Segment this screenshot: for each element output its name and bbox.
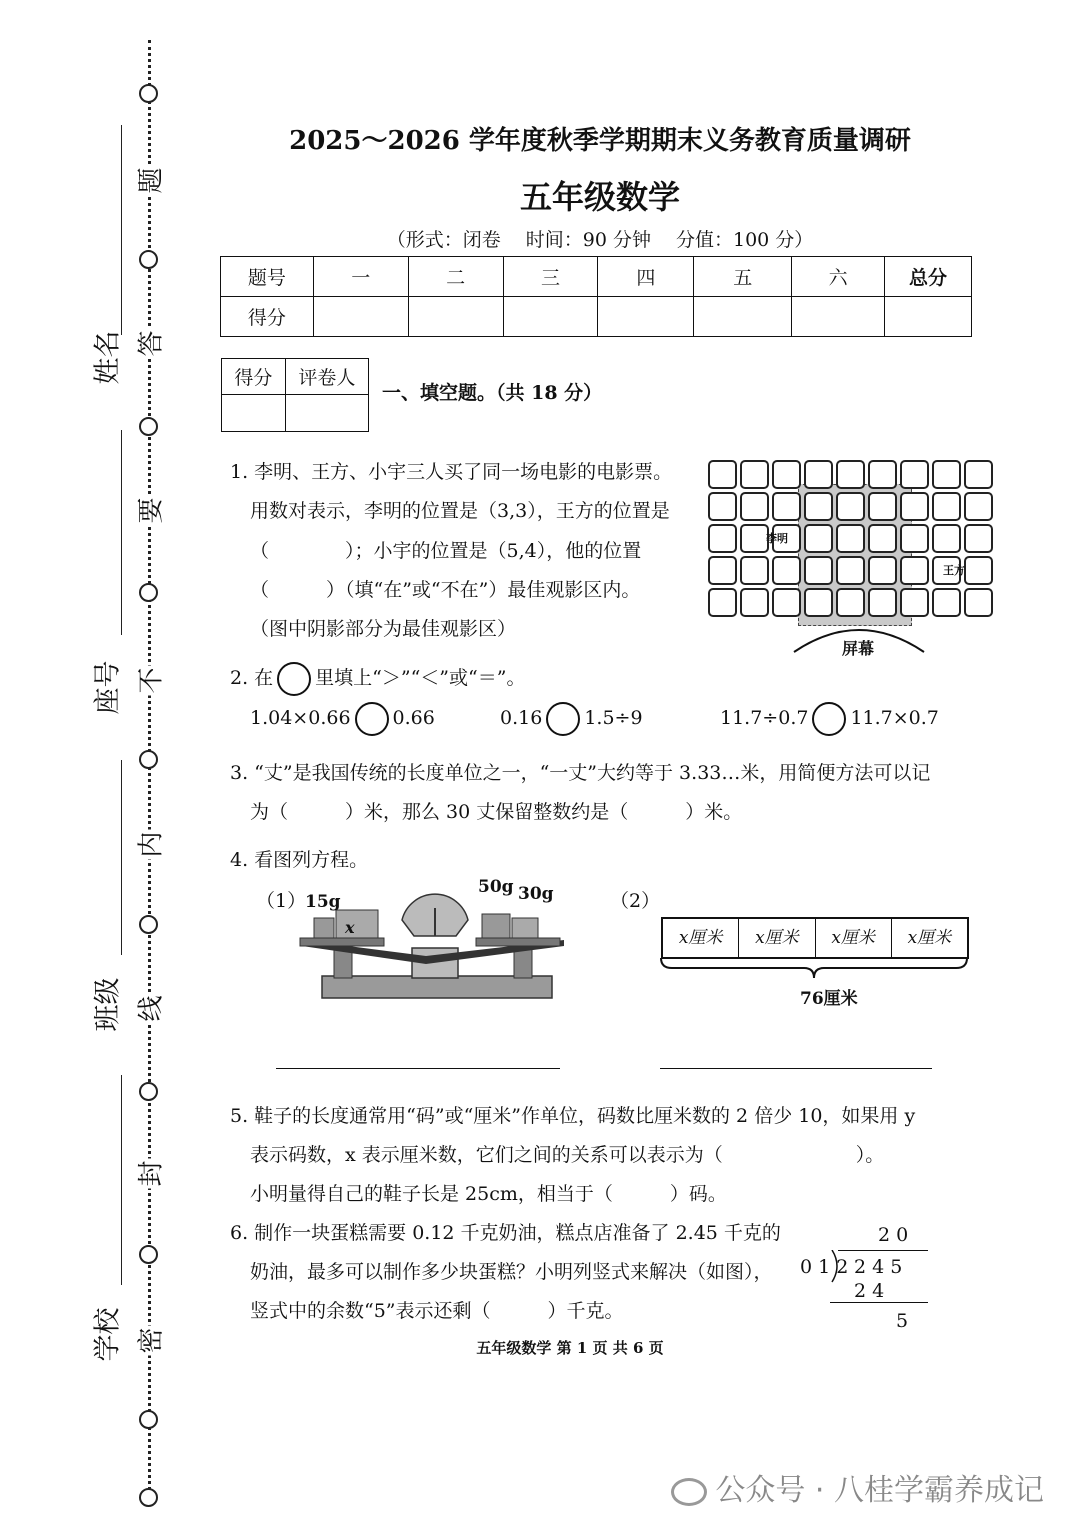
binding-char: 不 (131, 666, 168, 696)
seat (868, 588, 897, 617)
division-bar (838, 1250, 928, 1251)
q1-line1: 1. 李明、王方、小宇三人买了同一场电影的电影票。 (230, 461, 673, 483)
q2-item-a (250, 702, 435, 736)
seat (964, 524, 993, 553)
weight-15g-label: 15g (305, 892, 341, 912)
q5-line3: 小明量得自己的鞋子长是 25cm，相当于（ ）码。 (250, 1183, 727, 1205)
seat (900, 524, 929, 553)
seat (708, 524, 737, 553)
seat (740, 492, 769, 521)
score-header-cell: 二 (408, 257, 503, 297)
seat (740, 524, 769, 553)
q2-c-answer-circle[interactable] (812, 702, 846, 736)
score-header-cell: 题号 (221, 257, 314, 297)
q2-b-answer-circle[interactable] (546, 702, 580, 736)
score-header-cell: 总分 (885, 257, 972, 297)
division-product: 2 4 (854, 1280, 885, 1302)
binding-circle (139, 1082, 158, 1101)
seat (964, 588, 993, 617)
score-cell[interactable] (885, 297, 972, 337)
q6-line2: 奶油，最多可以制作多少块蛋糕？小明列竖式来解决（如图）， (250, 1261, 773, 1283)
long-division (796, 1222, 936, 1332)
score-header-cell: 三 (503, 257, 598, 297)
seat (900, 492, 929, 521)
seat (932, 588, 961, 617)
school-label: 学校 (92, 1307, 124, 1362)
binding-circle (139, 250, 158, 269)
watermark (671, 1465, 1044, 1509)
binding-char: 封 (131, 1159, 168, 1189)
q1-line3: （ ）；小宇的位置是（5,4），他的位置 (250, 540, 642, 562)
page-footer: 五年级数学 第 1 页 共 6 页 (476, 1339, 664, 1357)
q2-line (230, 662, 525, 696)
segment-diagram (661, 917, 969, 959)
seat (836, 492, 865, 521)
score-header-cell: 六 (792, 257, 885, 297)
seat (900, 588, 929, 617)
exam-title: 2025～2026 学年度秋季学期期末义务教育质量调研 (289, 126, 911, 156)
score-cell[interactable] (598, 297, 694, 337)
score-header-cell: 四 (598, 257, 694, 297)
q2-a-right: 0.66 (392, 707, 435, 729)
score-table (220, 256, 972, 337)
q2-suffix: 里填上“＞”“＜”或“＝”。 (315, 667, 526, 689)
division-quotient: 2 0 (878, 1224, 909, 1246)
screen-label: 屏幕 (842, 639, 875, 658)
seat (836, 524, 865, 553)
binding-circle (139, 1245, 158, 1264)
q4-answer-line-2[interactable] (660, 1068, 932, 1069)
seat-write-line[interactable] (121, 430, 122, 635)
segment-box: x厘米 (663, 919, 739, 957)
seat (804, 460, 833, 489)
q4-answer-line-1[interactable] (276, 1068, 560, 1069)
name-label: 姓名 (92, 330, 124, 385)
q5-line1: 5. 鞋子的长度通常用“码”或“厘米”作单位，码数比厘米数的 2 倍少 10，如果用 y (230, 1105, 916, 1127)
seat (900, 556, 929, 585)
weight-30g-label: 30g (518, 884, 554, 904)
binding-char: 线 (131, 994, 168, 1024)
seat (708, 588, 737, 617)
seat (772, 460, 801, 489)
seat (804, 556, 833, 585)
segment-box: x厘米 (816, 919, 892, 957)
seat (708, 556, 737, 585)
seat-label-wangfang: 王方 (943, 564, 965, 577)
division-remainder: 5 (896, 1310, 909, 1332)
school-write-line[interactable] (121, 1075, 122, 1285)
grader-score-label: 得分 (222, 359, 286, 395)
seat (868, 460, 897, 489)
segment-box: x厘米 (739, 919, 815, 957)
seat (804, 588, 833, 617)
division-subtract-line (830, 1302, 928, 1303)
score-header-cell: 五 (694, 257, 792, 297)
division-dividend: 2 4 5 (854, 1256, 903, 1278)
binding-circle (139, 750, 158, 769)
seating-chart (704, 456, 1004, 660)
section-title: 一、填空题。（共 18 分） (382, 382, 603, 404)
grader-table (221, 358, 369, 432)
seat (708, 460, 737, 489)
seat (932, 460, 961, 489)
class-write-line[interactable] (121, 760, 122, 955)
seat (804, 524, 833, 553)
q3-line2: 为（ ）米，那么 30 丈保留整数约是（ ）米。 (250, 801, 743, 823)
seat (868, 556, 897, 585)
q2-c-right: 11.7×0.7 (850, 707, 939, 729)
q2-prefix: 2. 在 (230, 667, 274, 689)
binding-char: 答 (131, 329, 168, 359)
binding-char: 密 (131, 1326, 168, 1356)
watermark-text: 公众号 · 八桂学霸养成记 (715, 1473, 1044, 1508)
q2-b-left: 0.16 (500, 707, 543, 729)
score-cell[interactable] (503, 297, 598, 337)
grader-score-cell[interactable] (222, 395, 286, 432)
seat (708, 492, 737, 521)
q4-part2-label: （2） (610, 890, 661, 912)
seat (772, 492, 801, 521)
binding-circle (139, 1410, 158, 1429)
seat (932, 492, 961, 521)
class-label: 班级 (92, 977, 124, 1032)
exam-subject: 五年级数学 (519, 178, 680, 216)
q1-line2: 用数对表示，李明的位置是（3,3），王方的位置是 (250, 500, 670, 522)
q4-part1-label: （1） (256, 890, 307, 912)
binding-circle (139, 1488, 158, 1507)
seat (964, 492, 993, 521)
seat (740, 588, 769, 617)
brace-icon (658, 956, 970, 982)
q2-b-right: 1.5÷9 (584, 707, 643, 729)
binding-circle (139, 915, 158, 934)
grader-name-label: 评卷人 (285, 359, 368, 395)
wechat-icon (671, 1478, 707, 1506)
q3-line1: 3. “丈”是我国传统的长度单位之一，“一丈”大约等于 3.33…米，用简便方法可以记 (230, 762, 931, 784)
q5-line2: 表示码数，x 表示厘米数，它们之间的关系可以表示为（ ）。 (250, 1144, 885, 1166)
seat (804, 492, 833, 521)
q2-a-left: 1.04×0.66 (250, 707, 351, 729)
q2-item-b (500, 702, 643, 736)
binding-circle (139, 417, 158, 436)
score-cell[interactable] (694, 297, 792, 337)
seat (740, 556, 769, 585)
division-divisor: 0 1 2 (800, 1256, 849, 1278)
seat (868, 524, 897, 553)
exam-meta: （形式：闭卷 时间：90 分钟 分值：100 分） (386, 229, 814, 251)
q6-line3: 竖式中的余数“5”表示还剩（ ）千克。 (250, 1300, 624, 1322)
weight-50g-label: 50g (478, 877, 514, 897)
seat (868, 492, 897, 521)
seat (836, 556, 865, 585)
q1-line4: （ ）（填“在”或“不在”）最佳观影区内。 (250, 579, 641, 601)
score-cell[interactable] (792, 297, 885, 337)
seat (932, 524, 961, 553)
seat (964, 460, 993, 489)
binding-char: 内 (131, 830, 168, 860)
score-header-cell: 一 (313, 257, 408, 297)
binding-circle (139, 84, 158, 103)
segment-box: x厘米 (907, 928, 952, 948)
seat (836, 460, 865, 489)
score-row-label: 得分 (221, 297, 314, 337)
q2-c-left: 11.7÷0.7 (720, 707, 809, 729)
seat (964, 556, 993, 585)
seat (772, 556, 801, 585)
q1-line5: （图中阴影部分为最佳观影区） (250, 618, 517, 640)
q6-line1: 6. 制作一块蛋糕需要 0.12 千克奶油，糕点店准备了 2.45 千克的 (230, 1222, 781, 1244)
seat (900, 460, 929, 489)
q4-title: 4. 看图列方程。 (230, 849, 369, 871)
binding-char: 题 (131, 166, 168, 196)
seat (740, 460, 769, 489)
seat (772, 588, 801, 617)
score-cell[interactable] (408, 297, 503, 337)
score-cell[interactable] (313, 297, 408, 337)
weight-x-label: x (345, 918, 355, 937)
grader-name-cell[interactable] (285, 395, 368, 432)
q2-item-c (720, 702, 939, 736)
q2-a-answer-circle[interactable] (355, 702, 389, 736)
seat-label-liming: 李明 (766, 532, 788, 545)
seat (836, 588, 865, 617)
segment-total-label: 76厘米 (800, 989, 858, 1009)
seat-label: 座号 (92, 660, 124, 715)
binding-circle (139, 583, 158, 602)
binding-char: 要 (131, 496, 168, 526)
compare-circle-icon (277, 662, 311, 696)
